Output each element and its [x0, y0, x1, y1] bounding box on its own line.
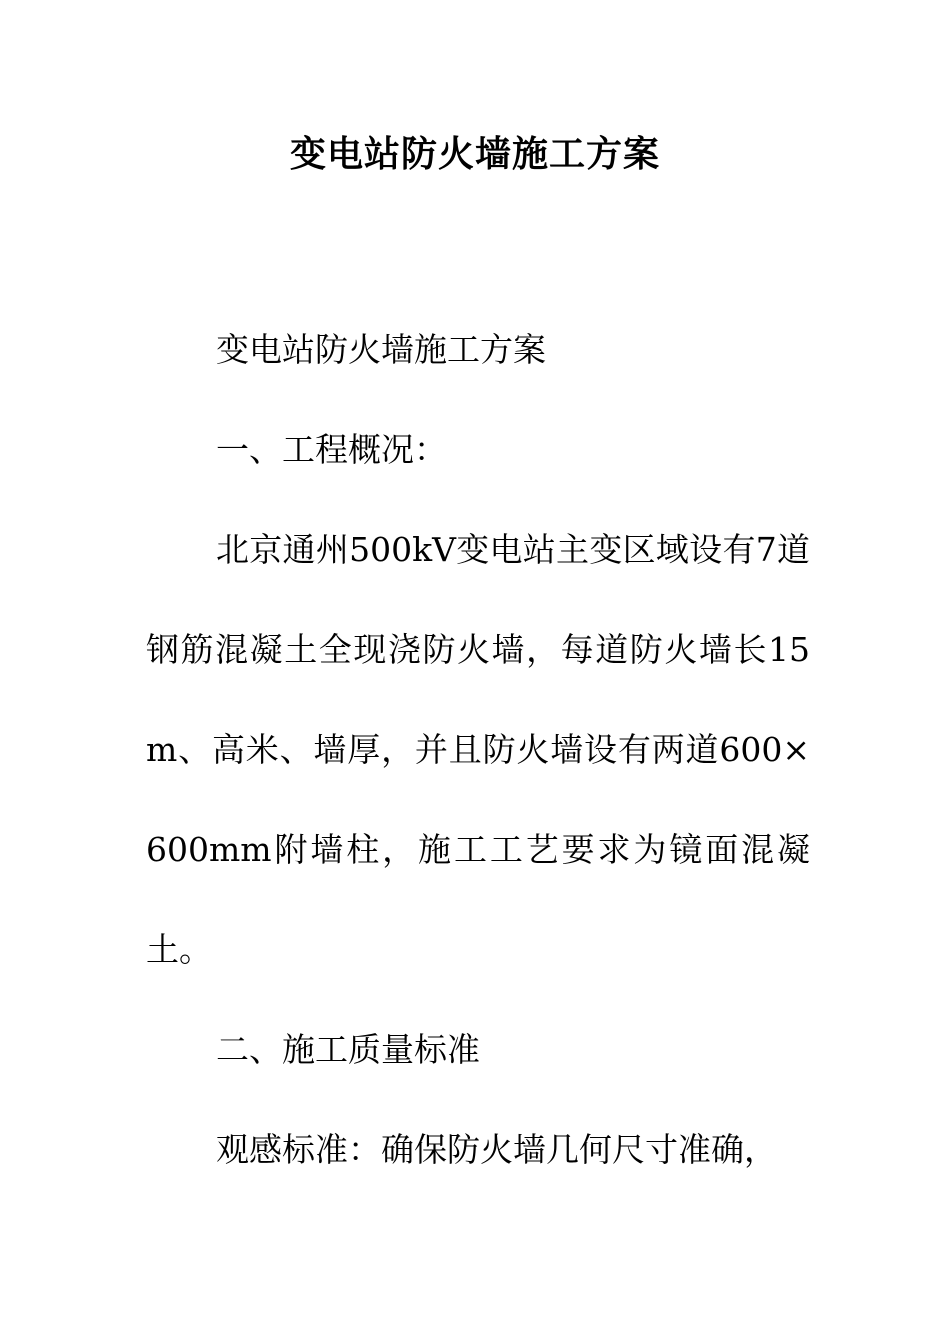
- paragraph-subtitle: 变电站防火墙施工方案: [216, 330, 546, 369]
- paragraph-project-overview: 北京通州500kV变电站主变区域设有7道钢筋混凝土全现浇防火墙，每道防火墙长15m、高米、墙厚，并且防火墙设有两道600×600mm附墙柱，施工工艺要求为镜面混凝土。: [146, 530, 810, 969]
- heading-quality-standards: 二、施工质量标准: [216, 1030, 480, 1069]
- paragraph-appearance-standard: 观感标准：确保防火墙几何尺寸准确，: [216, 1130, 777, 1169]
- heading-project-overview: 一、工程概况：: [216, 430, 447, 469]
- document-body: [146, 300, 810, 1200]
- document-title: 变电站防火墙施工方案: [289, 133, 660, 175]
